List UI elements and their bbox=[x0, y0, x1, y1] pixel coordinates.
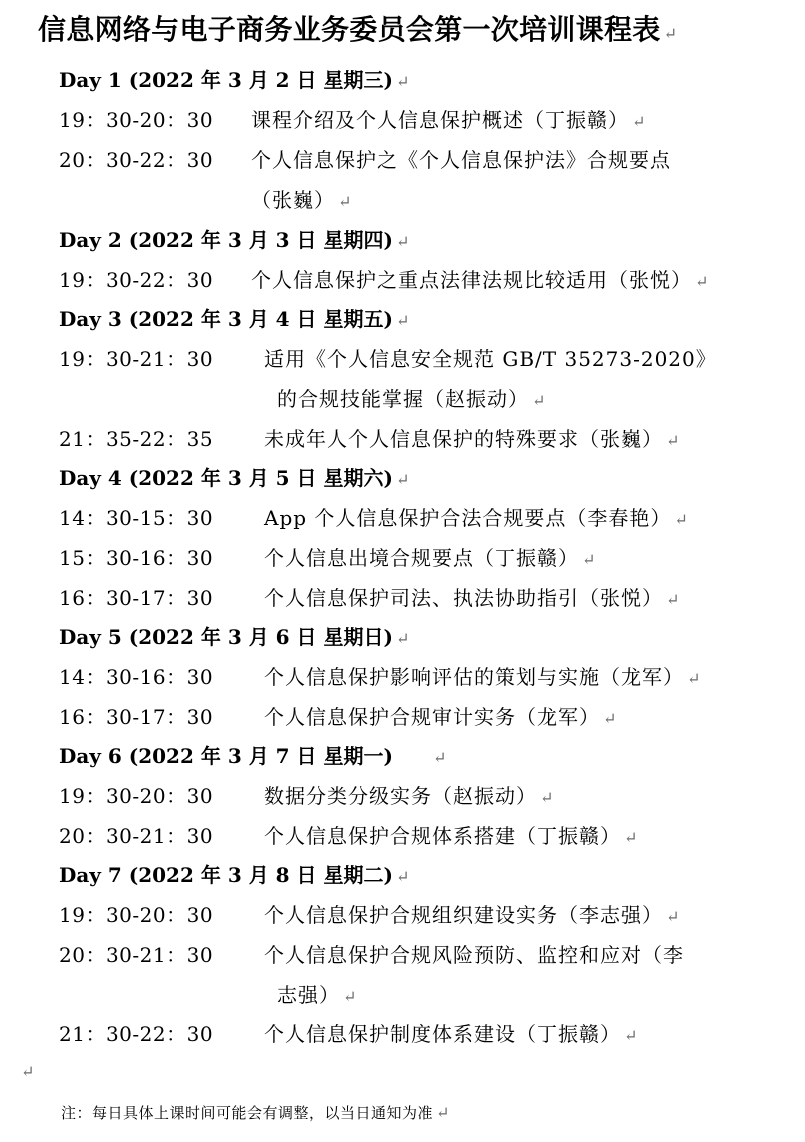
schedule-row bbox=[59, 943, 684, 967]
schedule-row: 19：30-22：30 个人信息保护之重点法律法规比较适用（张悦） ↵ bbox=[59, 268, 709, 292]
session-time: 21：30-22：30 bbox=[59, 1022, 214, 1046]
session-time: 16：30-17：30 bbox=[59, 705, 214, 729]
session-title: App 个人信息保护合法合规要点（李春艳） bbox=[264, 506, 672, 530]
session-title: 个人信息保护影响评估的策划与实施（龙军） bbox=[264, 665, 684, 689]
session-time: 19：30-20：30 bbox=[59, 903, 214, 927]
session-title: 未成年人个人信息保护的特殊要求（张巍） bbox=[264, 427, 663, 451]
schedule-row: 19：30-20：30 数据分类分级实务（赵振动） ↵ bbox=[59, 784, 554, 808]
session-title: 适用《个人信息安全规范 GB/T 35273-2020》 bbox=[264, 347, 717, 371]
schedule-row: 16：30-17：30 个人信息保护司法、执法协助指引（张悦） ↵ bbox=[59, 586, 680, 610]
day-3-heading: Day 3 (2022 年 3 月 4 日 星期五) ↵ bbox=[59, 307, 410, 331]
schedule-row bbox=[59, 148, 671, 172]
session-time: 19：30-22：30 bbox=[59, 268, 214, 292]
session-title: 数据分类分级实务（赵振动） bbox=[264, 784, 537, 808]
schedule-row: 21：35-22：35 未成年人个人信息保护的特殊要求（张巍） ↵ bbox=[59, 427, 680, 451]
session-time: 20：30-21：30 bbox=[59, 943, 214, 967]
session-title: 个人信息保护合规风险预防、监控和应对（李 bbox=[264, 943, 684, 967]
session-time: 19：30-21：30 bbox=[59, 347, 214, 371]
empty-paragraph-mark: ↵ bbox=[21, 1062, 35, 1081]
schedule-row: 15：30-16：30 个人信息出境合规要点（丁振赣） ↵ bbox=[59, 546, 596, 570]
session-title: 个人信息保护合规组织建设实务（李志强） bbox=[264, 903, 663, 927]
day-7-heading: Day 7 (2022 年 3 月 8 日 星期二) ↵ bbox=[59, 863, 410, 887]
day-4-heading: Day 4 (2022 年 3 月 5 日 星期六) ↵ bbox=[59, 466, 410, 490]
schedule-row: 19：30-20：30 个人信息保护合规组织建设实务（李志强） ↵ bbox=[59, 903, 680, 927]
session-title-continued: （张巍） ↵ bbox=[251, 188, 353, 212]
schedule-row: 14：30-16：30 个人信息保护影响评估的策划与实施（龙军） ↵ bbox=[59, 665, 701, 689]
session-title: 个人信息保护合规体系搭建（丁振赣） bbox=[264, 824, 621, 848]
session-time: 20：30-22：30 bbox=[59, 148, 214, 172]
session-time: 20：30-21：30 bbox=[59, 824, 214, 848]
day-5-heading: Day 5 (2022 年 3 月 6 日 星期日) ↵ bbox=[59, 625, 410, 649]
schedule-row bbox=[59, 347, 717, 371]
session-time: 16：30-17：30 bbox=[59, 586, 214, 610]
session-time: 14：30-16：30 bbox=[59, 665, 214, 689]
session-title: 个人信息出境合规要点（丁振赣） bbox=[264, 546, 579, 570]
session-title: 课程介绍及个人信息保护概述（丁振赣） bbox=[251, 108, 629, 132]
session-title: 个人信息保护制度体系建设（丁振赣） bbox=[264, 1022, 621, 1046]
schedule-row: 19：30-20：30 课程介绍及个人信息保护概述（丁振赣） ↵ bbox=[59, 108, 646, 132]
schedule-row: 16：30-17：30 个人信息保护合规审计实务（龙军） ↵ bbox=[59, 705, 617, 729]
day-2-heading: Day 2 (2022 年 3 月 3 日 星期四) ↵ bbox=[59, 228, 410, 252]
day-6-heading: Day 6 (2022 年 3 月 7 日 星期一) ↵ bbox=[59, 744, 447, 768]
document-title: 信息网络与电子商务业务委员会第一次培训课程表 ↵ bbox=[38, 13, 678, 46]
session-title-continued: 的合规技能掌握（赵振动） ↵ bbox=[277, 387, 547, 411]
session-time: 15：30-16：30 bbox=[59, 546, 214, 570]
schedule-row: 20：30-21：30 个人信息保护合规体系搭建（丁振赣） ↵ bbox=[59, 824, 638, 848]
session-time: 21：35-22：35 bbox=[59, 427, 214, 451]
session-time: 19：30-20：30 bbox=[59, 108, 214, 132]
session-title: 个人信息保护司法、执法协助指引（张悦） bbox=[264, 586, 663, 610]
session-title: 个人信息保护之《个人信息保护法》合规要点 bbox=[251, 148, 671, 172]
session-title: 个人信息保护合规审计实务（龙军） bbox=[264, 705, 600, 729]
schedule-note: 注：每日具体上课时间可能会有调整，以当日通知为准 ↵ bbox=[61, 1103, 450, 1122]
session-time: 14：30-15：30 bbox=[59, 506, 214, 530]
session-time: 19：30-20：30 bbox=[59, 784, 214, 808]
day-1-heading: Day 1 (2022 年 3 月 2 日 星期三) ↵ bbox=[59, 68, 410, 92]
schedule-row: 21：30-22：30 个人信息保护制度体系建设（丁振赣） ↵ bbox=[59, 1022, 638, 1046]
session-title: 个人信息保护之重点法律法规比较适用（张悦） bbox=[251, 268, 692, 292]
session-title-continued: 志强） ↵ bbox=[277, 983, 358, 1007]
schedule-row: 14：30-15：30 App 个人信息保护合法合规要点（李春艳） ↵ bbox=[59, 506, 688, 530]
